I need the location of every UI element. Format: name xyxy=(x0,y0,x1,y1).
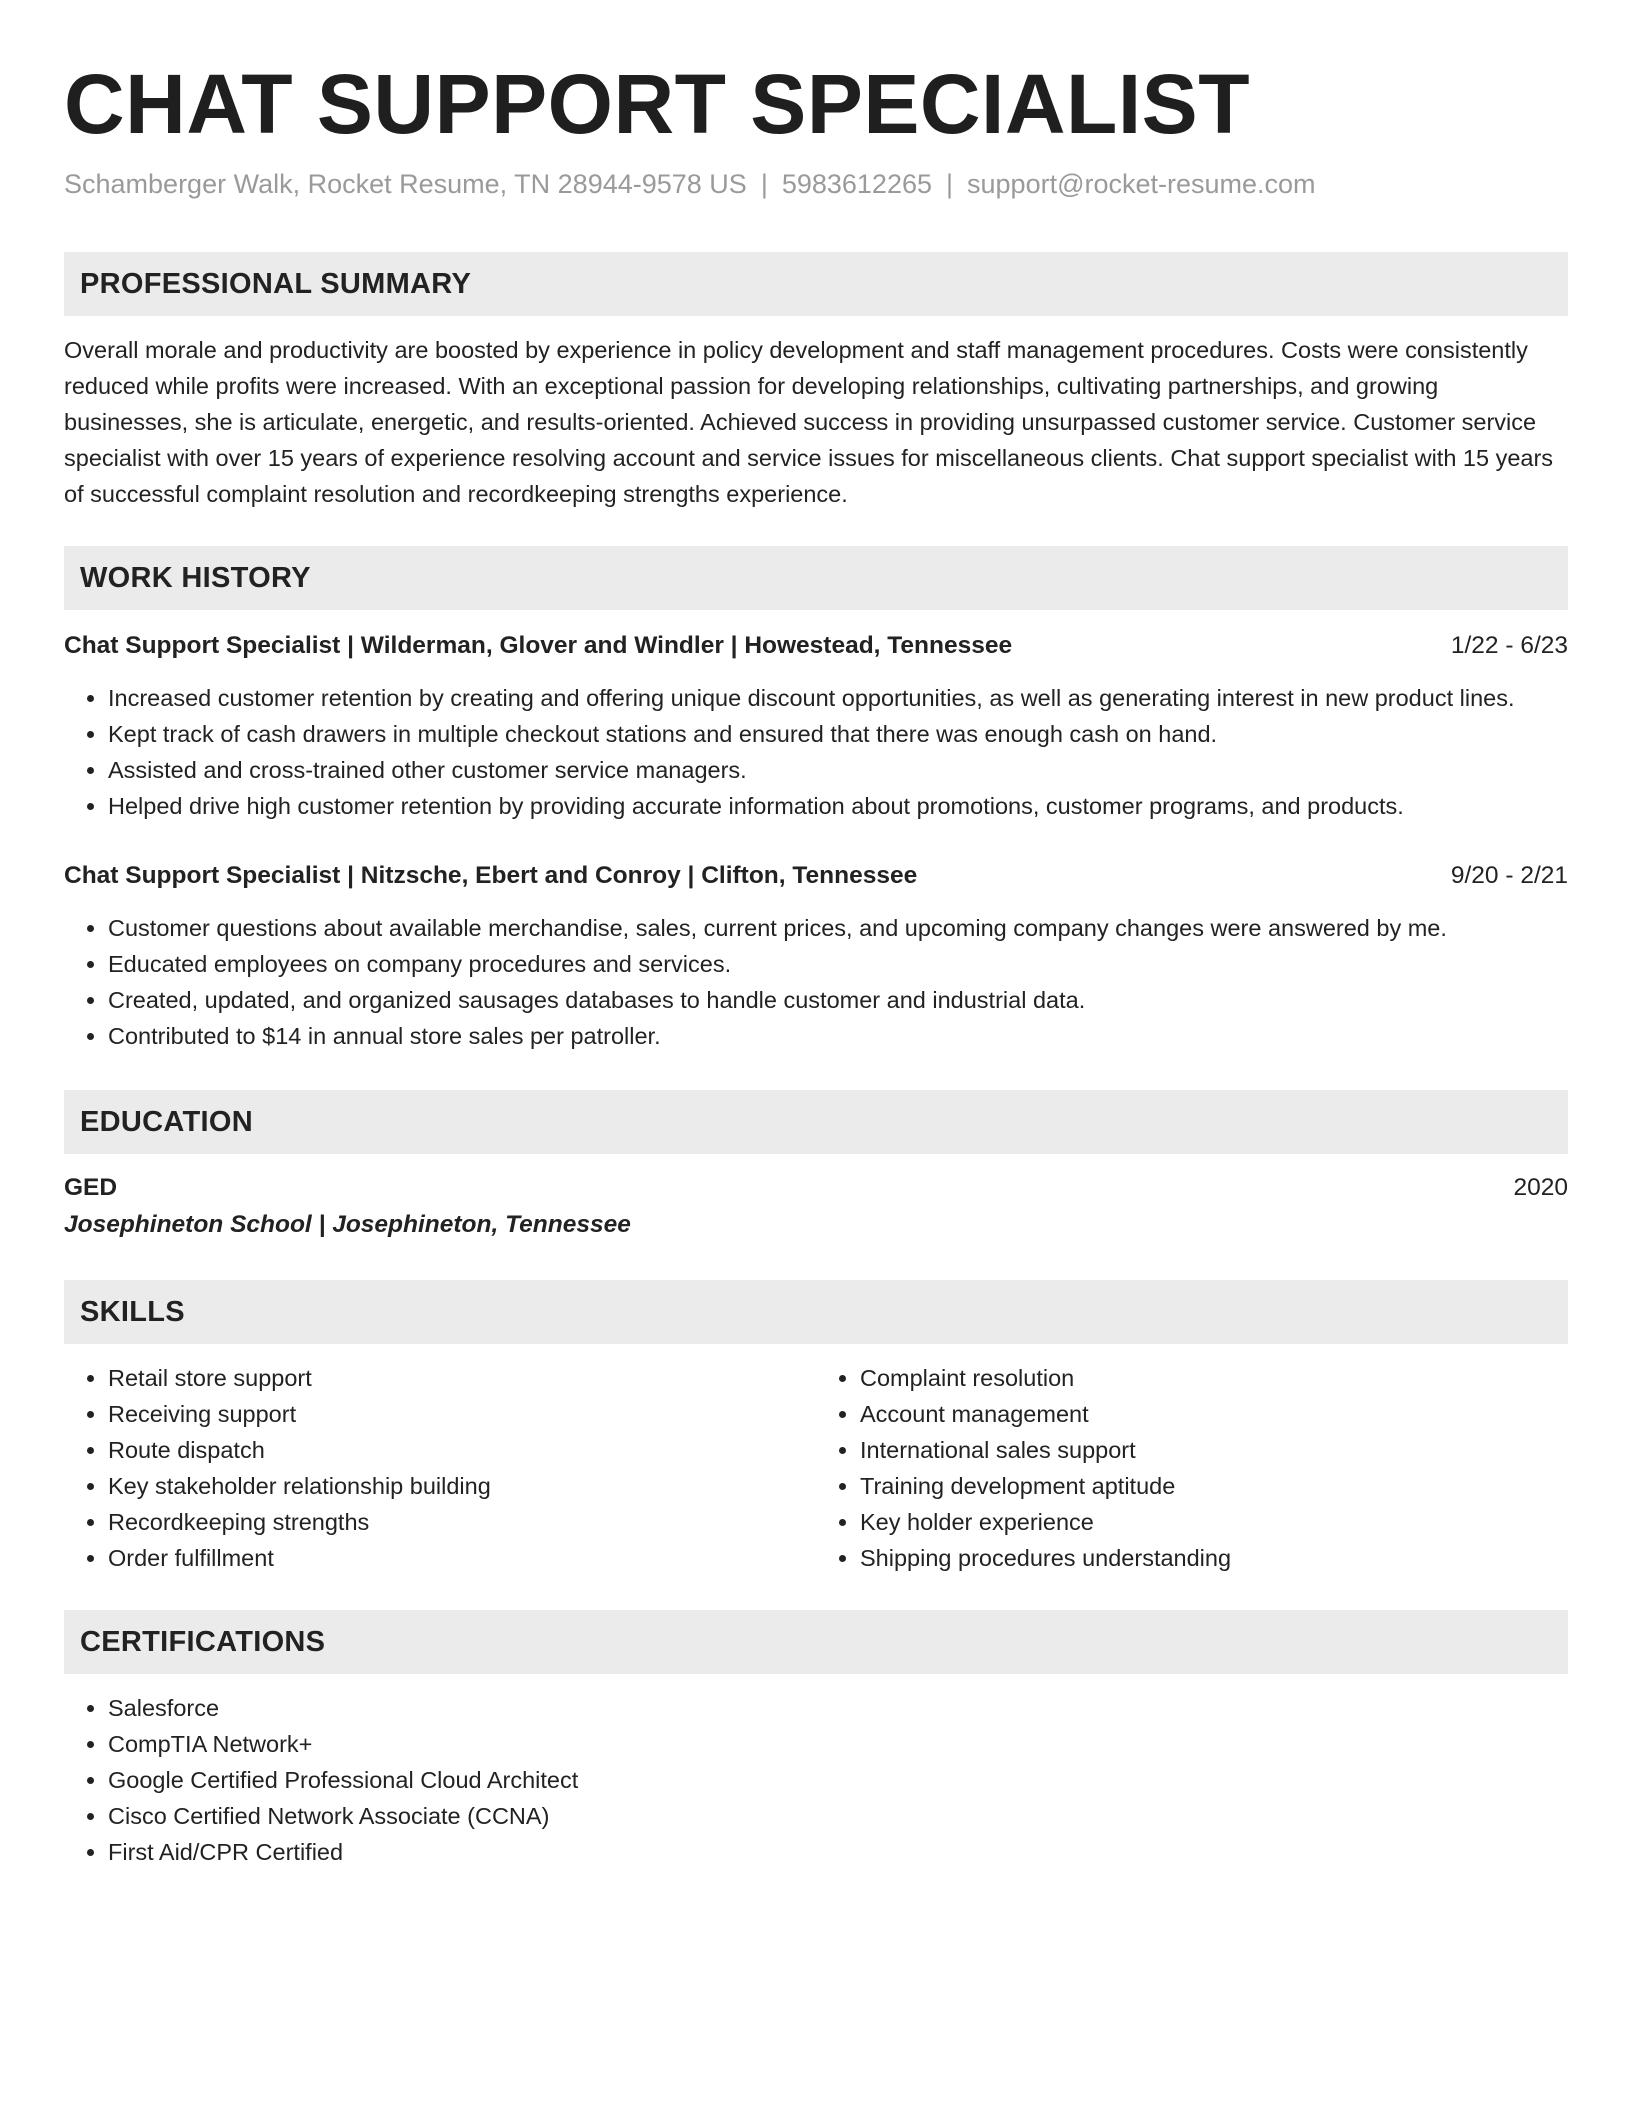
certification-item: • CompTIA Network+ xyxy=(108,1726,1568,1762)
skill-item: • Complaint resolution xyxy=(860,1360,1568,1396)
section-header-summary: PROFESSIONAL SUMMARY xyxy=(64,252,1568,316)
job-title: Chat Support Specialist | Nitzsche, Ebert and Conroy | Clifton, Tennessee xyxy=(64,862,918,889)
education-entry xyxy=(64,1170,1568,1244)
contact-phone: 5983612265 xyxy=(781,169,932,199)
skill-item: • Receiving support xyxy=(108,1396,816,1432)
candidate-name: CHAT SUPPORT SPECIALIST xyxy=(64,57,1251,151)
skill-item: • Shipping procedures understanding xyxy=(860,1540,1568,1576)
skill-item: • Training development aptitude xyxy=(860,1468,1568,1504)
skill-item: • Order fulfillment xyxy=(108,1540,816,1576)
education-header xyxy=(64,1170,1568,1206)
certification-item: • First Aid/CPR Certified xyxy=(108,1834,1568,1870)
job-bullets xyxy=(64,680,1568,824)
job-bullet: • Increased customer retention by creating and offering unique discount opportunities, as well as generating interest in new product lines. xyxy=(108,680,1568,716)
job-header xyxy=(64,628,1568,664)
contact-line xyxy=(64,166,1568,202)
contact-email: support@rocket-resume.com xyxy=(967,169,1316,199)
skill-item: • Key holder experience xyxy=(860,1504,1568,1540)
section-header-education: EDUCATION xyxy=(64,1090,1568,1154)
job-bullet: • Assisted and cross-trained other customer service managers. xyxy=(108,752,1568,788)
skill-item: • Retail store support xyxy=(108,1360,816,1396)
contact-address: Schamberger Walk, Rocket Resume, TN 28944-9578 US xyxy=(64,169,747,199)
section-header-certifications: CERTIFICATIONS xyxy=(64,1610,1568,1674)
contact-separator: | xyxy=(760,169,768,199)
certifications-list xyxy=(64,1690,1568,1870)
job-bullet: • Customer questions about available merchandise, sales, current prices, and upcoming company changes were answered by me. xyxy=(108,910,1568,946)
job-bullet: • Educated employees on company procedures and services. xyxy=(108,946,1568,982)
skills-columns xyxy=(64,1360,1568,1576)
job-entry xyxy=(64,628,1568,824)
section-header-skills: SKILLS xyxy=(64,1280,1568,1344)
job-dates: 9/20 - 2/21 xyxy=(1450,862,1568,889)
job-bullet: • Created, updated, and organized sausages databases to handle customer and industrial data. xyxy=(108,982,1568,1018)
job-bullet: • Kept track of cash drawers in multiple checkout stations and ensured that there was enough cash on hand. xyxy=(108,716,1568,752)
job-header xyxy=(64,858,1568,894)
skill-item: • Account management xyxy=(860,1396,1568,1432)
education-degree: GED xyxy=(64,1174,118,1201)
skill-item: • International sales support xyxy=(860,1432,1568,1468)
education-year: 2020 xyxy=(1513,1174,1568,1201)
job-title: Chat Support Specialist | Wilderman, Glover and Windler | Howestead, Tennessee xyxy=(64,632,1013,659)
certification-item: • Salesforce xyxy=(108,1690,1568,1726)
skills-list-left xyxy=(64,1360,816,1576)
certification-item: • Google Certified Professional Cloud Architect xyxy=(108,1762,1568,1798)
section-header-work-history: WORK HISTORY xyxy=(64,546,1568,610)
skill-item: • Recordkeeping strengths xyxy=(108,1504,816,1540)
job-entry xyxy=(64,858,1568,1054)
summary-text: Overall morale and productivity are boosted by experience in policy development and staff management procedures. Costs were consistently reduced while profits were increased. With an exceptional passion for developing relationships, cultivating partnerships, and growing businesses, she is articulate, energetic, and results-oriented. Achieved success in providing unsurpassed customer service. Customer service specialist with over 15 years of experience resolving account and service issues for miscellaneous clients. Chat support specialist with 15 years of successful complaint resolution and recordkeeping strengths experience. xyxy=(64,337,1554,507)
skill-item: • Route dispatch xyxy=(108,1432,816,1468)
certification-item: • Cisco Certified Network Associate (CCNA) xyxy=(108,1798,1568,1834)
contact-separator: | xyxy=(946,169,954,199)
job-dates: 1/22 - 6/23 xyxy=(1450,632,1568,659)
skills-list-right xyxy=(816,1360,1568,1576)
skill-item: • Key stakeholder relationship building xyxy=(108,1468,816,1504)
job-bullet: • Helped drive high customer retention by providing accurate information about promotions, customer programs, and products. xyxy=(108,788,1568,824)
job-bullet: • Contributed to $14 in annual store sales per patroller. xyxy=(108,1018,1568,1054)
education-school: Josephineton School | Josephineton, Tennessee xyxy=(64,1211,631,1238)
job-bullets xyxy=(64,910,1568,1054)
